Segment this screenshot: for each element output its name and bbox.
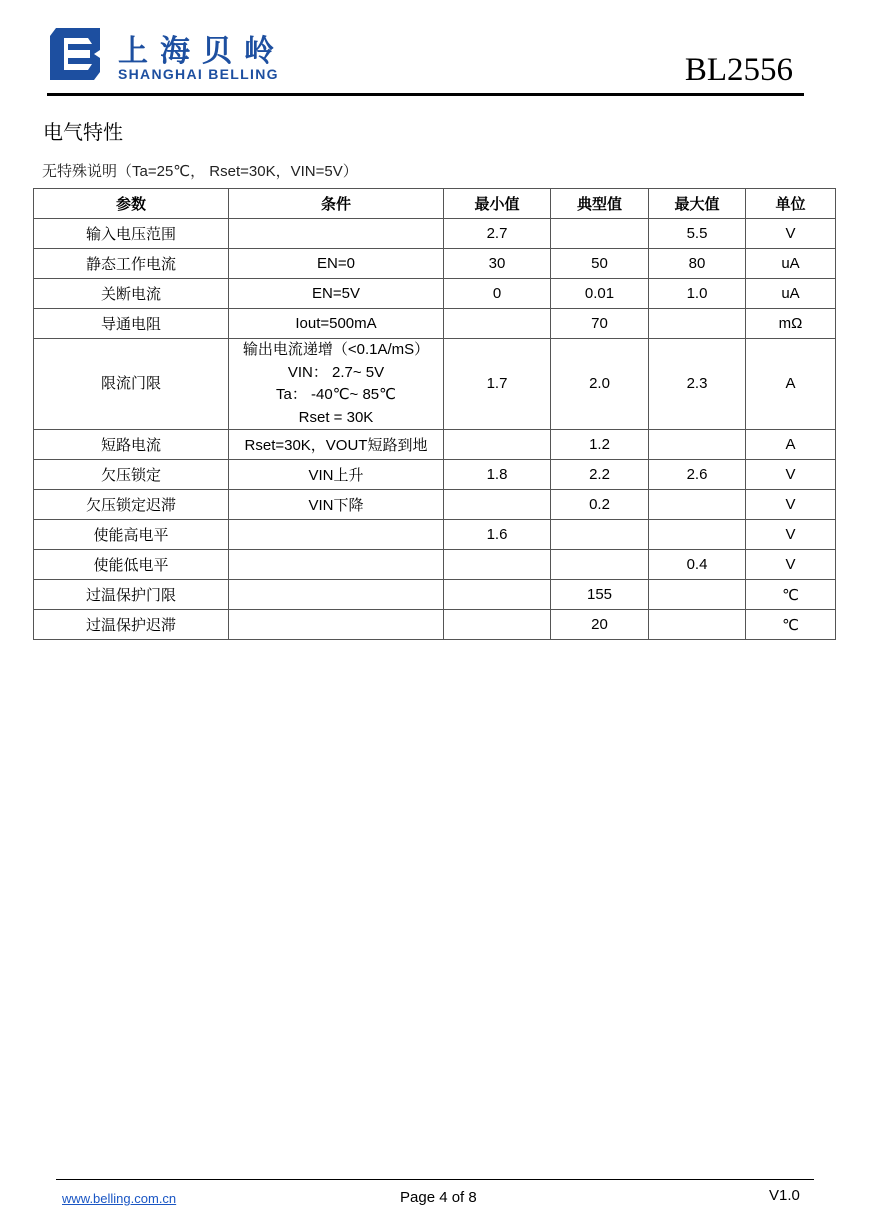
test-conditions: 无特殊说明（Ta=25℃， Rset=30K，VIN=5V）: [42, 163, 358, 180]
cell-max: [649, 309, 746, 339]
cell-param: 短路电流: [34, 430, 229, 460]
cell-condition: [229, 249, 444, 279]
table-row: [34, 309, 836, 339]
condition-line: Iout=500mA: [295, 315, 377, 332]
cell-param: 过温保护门限: [34, 580, 229, 610]
cell-param: 输入电压范围: [34, 219, 229, 249]
cell-unit: uA: [746, 249, 836, 279]
cell-max: [649, 580, 746, 610]
cell-typ: 0.01: [551, 279, 649, 309]
cell-param: 使能低电平: [34, 550, 229, 580]
condition-line: VIN上升: [308, 467, 364, 484]
cell-typ: 1.2: [551, 430, 649, 460]
cell-typ: 2.2: [551, 460, 649, 490]
cell-min: 1.6: [444, 520, 551, 550]
cell-max: 2.6: [649, 460, 746, 490]
cell-min: 0: [444, 279, 551, 309]
cell-param: 限流门限: [34, 339, 229, 430]
cell-min: [444, 430, 551, 460]
electrical-characteristics-table: [33, 188, 836, 640]
table-row: [34, 490, 836, 520]
cell-min: [444, 580, 551, 610]
table-row: [34, 339, 836, 430]
header-typ: 典型值: [551, 189, 649, 219]
condition-line: VIN： 2.7~ 5V: [287, 363, 385, 381]
table-row: [34, 520, 836, 550]
cell-max: 5.5: [649, 219, 746, 249]
cell-typ: [551, 219, 649, 249]
cell-condition: [229, 610, 444, 640]
cell-typ: [551, 520, 649, 550]
condition-line: Rset = 30K: [298, 408, 374, 426]
cell-max: 0.4: [649, 550, 746, 580]
cell-min: [444, 309, 551, 339]
cell-min: 2.7: [444, 219, 551, 249]
cell-condition: [229, 460, 444, 490]
cell-unit: V: [746, 550, 836, 580]
cell-param: 导通电阻: [34, 309, 229, 339]
cell-typ: 155: [551, 580, 649, 610]
cell-condition: [229, 219, 444, 249]
condition-line: 输出电流递增（<0.1A/mS）: [242, 341, 430, 358]
cell-unit: V: [746, 460, 836, 490]
table-row: [34, 249, 836, 279]
cell-param: 过温保护迟滞: [34, 610, 229, 640]
cell-max: [649, 430, 746, 460]
cell-param: 使能高电平: [34, 520, 229, 550]
cell-param: 静态工作电流: [34, 249, 229, 279]
cell-typ: 0.2: [551, 490, 649, 520]
company-logo: [48, 26, 288, 84]
cell-max: 2.3: [649, 339, 746, 430]
footer-divider: [56, 1179, 814, 1180]
section-title: 电气特性: [43, 122, 123, 144]
cell-condition: [229, 550, 444, 580]
cell-param: 欠压锁定迟滞: [34, 490, 229, 520]
cell-condition: [229, 430, 444, 460]
cell-unit: ℃: [746, 580, 836, 610]
cell-min: [444, 610, 551, 640]
table-row: [34, 460, 836, 490]
header-unit: 单位: [746, 189, 836, 219]
cell-condition: [229, 490, 444, 520]
header-min: 最小值: [444, 189, 551, 219]
header-cond: 条件: [229, 189, 444, 219]
version: V1.0: [769, 1187, 800, 1204]
cell-param: 关断电流: [34, 279, 229, 309]
table-header-row: [34, 189, 836, 219]
header-param: 参数: [34, 189, 229, 219]
table-row: [34, 550, 836, 580]
cell-unit: uA: [746, 279, 836, 309]
website-link[interactable]: www.belling.com.cn: [62, 1191, 177, 1206]
condition-line: Rset=30K，VOUT短路到地: [244, 437, 428, 454]
cell-unit: A: [746, 339, 836, 430]
cell-unit: V: [746, 219, 836, 249]
cell-typ: 20: [551, 610, 649, 640]
cell-unit: V: [746, 520, 836, 550]
page-number: Page 4 of 8: [400, 1189, 477, 1206]
cell-min: 1.8: [444, 460, 551, 490]
condition-line: Ta： -40℃~ 85℃: [276, 386, 396, 403]
cell-typ: [551, 550, 649, 580]
cell-max: [649, 610, 746, 640]
table-row: [34, 279, 836, 309]
cell-min: 30: [444, 249, 551, 279]
cell-max: 80: [649, 249, 746, 279]
cell-max: [649, 490, 746, 520]
cell-unit: ℃: [746, 610, 836, 640]
cell-min: [444, 490, 551, 520]
cell-condition: [229, 339, 444, 430]
condition-line: EN=5V: [312, 285, 360, 302]
cell-param: 欠压锁定: [34, 460, 229, 490]
table-row: [34, 580, 836, 610]
cell-typ: 2.0: [551, 339, 649, 430]
cell-unit: mΩ: [746, 309, 836, 339]
cell-condition: [229, 520, 444, 550]
logo-chinese-text: 上海贝岭: [118, 34, 286, 69]
cell-unit: V: [746, 490, 836, 520]
condition-line: VIN下降: [308, 497, 364, 514]
table-row: [34, 430, 836, 460]
header-max: 最大值: [649, 189, 746, 219]
cell-condition: [229, 309, 444, 339]
cell-max: 1.0: [649, 279, 746, 309]
cell-min: 1.7: [444, 339, 551, 430]
table-row: [34, 610, 836, 640]
cell-min: [444, 550, 551, 580]
cell-max: [649, 520, 746, 550]
cell-typ: 70: [551, 309, 649, 339]
table-row: [34, 219, 836, 249]
cell-condition: [229, 580, 444, 610]
cell-typ: 50: [551, 249, 649, 279]
belling-logo-icon: [48, 28, 102, 80]
cell-condition: [229, 279, 444, 309]
condition-line: EN=0: [317, 255, 355, 272]
logo-english-text: SHANGHAI BELLING: [118, 66, 279, 82]
model-number: BL2556: [684, 52, 793, 88]
header-divider: [47, 93, 804, 96]
cell-unit: A: [746, 430, 836, 460]
